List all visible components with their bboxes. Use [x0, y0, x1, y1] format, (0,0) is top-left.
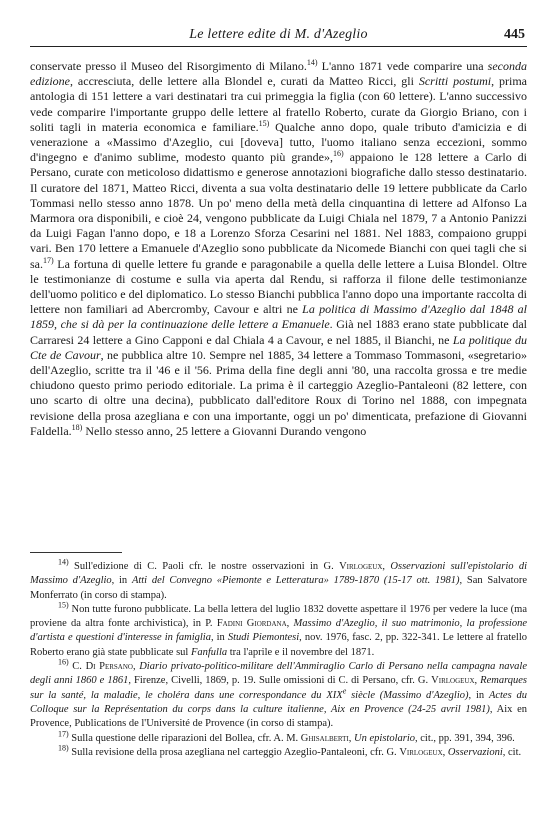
italic-text: Scritti postumi [418, 74, 492, 89]
footnote-text: , Firenze, Civelli, 1869, p. 19. Sulle omissioni di C. di Persano, cfr. G. [128, 675, 432, 687]
footnote-text: Virlogeux [339, 561, 383, 572]
page-number: 445 [504, 27, 525, 42]
footnote-number: 17) [58, 729, 69, 739]
footnote-text: Di Persano [85, 661, 133, 673]
italic-text: seconda edizione [30, 59, 527, 89]
footnote [30, 600, 528, 660]
footnote [30, 557, 528, 603]
footnotes [30, 557, 528, 760]
running-title: Le lettere edite di M. d'Azeglio [189, 27, 368, 42]
text-run: L'anno 1871 vede comparire una [317, 59, 488, 73]
text-run: , accresciuta, delle lettere alla Blondel e, curati da Matteo Ricci, gli [70, 74, 419, 89]
italic-text: Osservazioni sull'epistolario di Massimo d'Azeglio [30, 561, 528, 587]
footnote-text: C. [72, 661, 86, 673]
italic-text: La politique du Cte de Cavour [30, 332, 527, 362]
running-header [30, 26, 527, 47]
footnote-text: , [382, 561, 391, 572]
footnote-text: , in [111, 575, 132, 587]
footnote [30, 743, 527, 760]
footnote-text: Sulla revisione della prosa azegliana nel carteggio Azeglio-Pantaleoni, cfr. G. [71, 746, 400, 758]
italic-text: Un epistolario [354, 732, 415, 744]
footnote-text: , Aix en Provence, Publications de l'Université de Provence (in corso di stampa). [30, 703, 527, 730]
footnote-text: , in [210, 632, 228, 644]
footnote-reference: 14) [306, 58, 318, 67]
footnote [30, 729, 527, 746]
text-run: appaiono le 128 lettere a Carlo di Persano, curate con meticoloso didattismo e generose annotazioni biografiche dallo stesso destinatario. Il curatore del 1871, Matteo Ricci, diventa a sua volta destinatario delle 19 lettere pubblicate da Carlo Tommasi nello stesso anno 1878. Un po' meno della metà della cinquantina di lettere ad Alfonso La Marmora ora disponibili, e cioè 24, vengono pubblicate da Luigi Chiala nel 1879, 7 a Antonio Panizzi da Luigi Fagan l'anno dopo, e 18 a Lorenzo Sforza Cesarini nel 1881. Nel 1883, compaiono gruppi vari. Ben 170 lettere a Emanuele d'Azeglio sono pubblicate da Nicomede Bianchi con quei tagli che si sa. [30, 150, 527, 271]
footnote-text: Sull'edizione di C. Paoli cfr. le nostre osservazioni in G. [74, 561, 340, 572]
italic-text: Studi Piemontesi [227, 632, 300, 644]
footnote-text: Ghisalberti [300, 732, 349, 744]
footnote-text: , [286, 618, 294, 630]
italic-text: Osservazioni [447, 746, 503, 758]
footnote-reference: 17) [43, 255, 54, 265]
footnote-text: Fadini Giordana [216, 618, 287, 630]
footnote-text: Non tutte furono pubblicate. La bella lettera del luglio 1832 dovette aspettare il 1976 per vedere la luce (ma proviene da altra fonte archivistica), in P. [30, 603, 527, 630]
main-text [30, 59, 527, 439]
body-paragraph [30, 59, 527, 439]
footnote-text: , cit., pp. 391, 394, 396. [415, 732, 515, 744]
text-run: . Già nel 1883 erano state pubblicate dal Carraresi 24 lettere a Gino Capponi e dal Chiala 4 a Cavour, e nel 1885, il Bianchi, ne [30, 317, 528, 347]
footnote-text: , [348, 732, 355, 744]
footnote-text: , [474, 675, 481, 687]
footnote-number: 18) [58, 743, 69, 753]
text-run: , prima antologia di 151 lettere a vari destinatari tra cui primeggia la figlia (con 60 lettere). L'anno successivo vede comparire l'importante gruppo delle lettere al fratello Roberto, curate da Giorgio Briano, con i soliti tagli in materia economica e familiare. [30, 74, 527, 134]
text-run: conservate presso il Museo del Risorgimento di Milano. [30, 59, 307, 73]
italic-text: Massimo d'Azeglio, il suo matrimonio, la professione d'artista e questioni d'interesse in famiglia [30, 618, 528, 644]
italic-text: Actes du Colloque sur la Représentation du corps dans la culture italienne, Aix en Provence (24-25 avril 1981) [30, 689, 527, 715]
footnote-reference: 15) [258, 118, 270, 128]
text-run: , ne pubblica altre 10. Sempre nel 1885, 34 lettere a Tommaso Tommasoni, «segretario» dell'Azeglio, scritte tra il '46 e il '56. Prima della fine degli anni '80, una raccolta grossa e tre medie chiudono questo primo periodo editoriale. La prima è il carteggio Azeglio-Pantaleoni (82 lettere, con uno scarto di oltre una decina), pubblicato dall'editore Roux di Torino nel 1888, con impegnata revisione della prosa azegliana e con una importante, oggi un po' dimenticata, prefazione di Giovanni Faldella. [30, 347, 527, 438]
italic-text: Diario privato-politico-militare dell'Ammiraglio Carlo di Persano nella campagna navale degli anni 1860 e 1861 [30, 661, 528, 687]
footnote-text: tra l'aprile e il novembre del 1871. [227, 646, 375, 658]
footnote-text: , in [468, 689, 489, 701]
footnote-text: Virlogeux [431, 675, 475, 687]
italic-text: Atti del Convegno «Piemonte e Letteratura» 1789-1870 (15-17 ott. 1981) [131, 575, 460, 587]
italic-text: Remarques sur la santé, la maladie, le choléra dans une correspondance du XIX [30, 675, 528, 701]
footnote-text: , [442, 746, 448, 758]
footnote-text: , San Salvatore Monferrato (in corso di stampa). [30, 575, 528, 601]
footnote-reference: 16) [333, 149, 344, 159]
footnote-text: , nov. 1976, fasc. 2, pp. 322-341. Le lettere al fratello Roberto erano già state pubblicate sul [30, 632, 527, 658]
footnote-text: , [132, 661, 140, 673]
footnote-reference: e [342, 686, 347, 696]
footnote-text: Virlogeux [399, 746, 443, 758]
footnote-text: Sulla questione delle riparazioni del Bollea, cfr. A. M. [71, 732, 301, 744]
italic-text: siècle (Massimo d'Azeglio) [346, 689, 469, 701]
text-run: Nello stesso anno, 25 lettere a Giovanni Durando vengono [82, 423, 367, 438]
footnote-number: 16) [58, 657, 69, 667]
footnote-divider [30, 552, 122, 553]
footnote [30, 657, 528, 731]
text-run: Qualche anno dopo, quale tributo d'amicizia e di venerazione a «Massimo d'Azeglio, cui [doveva] tutto, l'uomo italiano senza eccezioni, sommo d'ingegno e d'animo sublime, modesto quanto più grande», [30, 119, 527, 165]
text-run: La fortuna di quelle lettere fu grande e paragonabile a quella delle lettere a Luisa Blondel. Oltre le testimonianze di costume e sulla via aperta dal Rendu, si rafforza il filone delle testimonianze dell'uomo politico e del diplomatico. Lo stesso Bianchi pubblica l'anno dopo una importante raccolta di lettere non familiari ad Abercromby, Cavour e altri ne [30, 256, 527, 317]
footnote-reference: 18) [71, 422, 83, 432]
italic-text: La politica di Massimo d'Azeglio dal 1848 al 1859, che si dà per la continuazione delle lettere a Emanuele [30, 302, 527, 332]
footnote-number: 15) [58, 600, 69, 610]
italic-text: Fanfulla [190, 646, 228, 658]
footnote-text: , cit. [502, 746, 522, 758]
footnote-number: 14) [58, 557, 69, 567]
